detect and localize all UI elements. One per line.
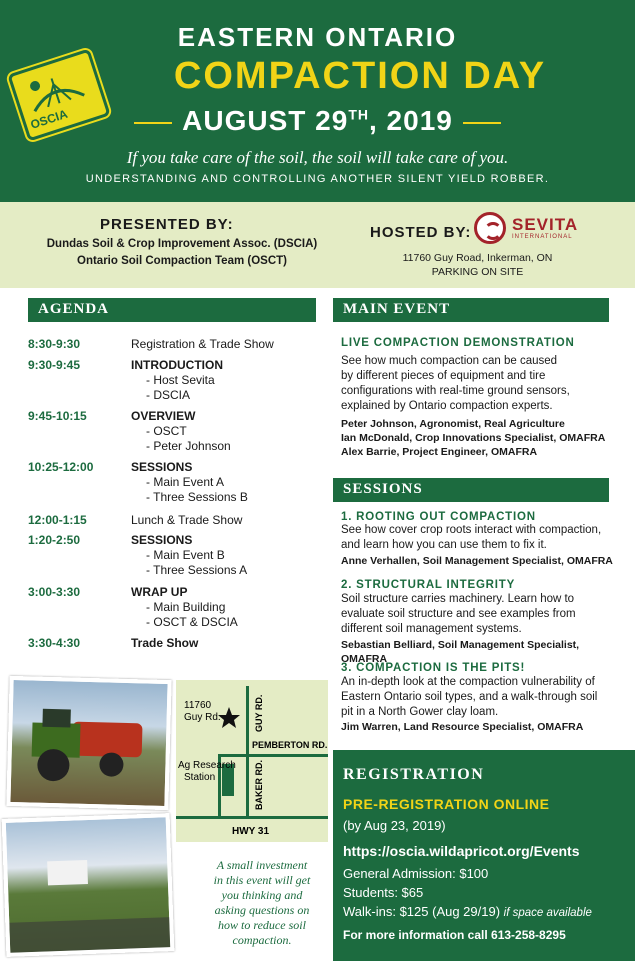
sevita-logo-icon (474, 212, 506, 244)
map-guy-rd: GUY RD. (254, 694, 264, 732)
event-region: EASTERN ONTARIO (177, 22, 458, 52)
event-date: AUGUST 29TH, 2019 (0, 105, 635, 137)
road-map (176, 680, 328, 842)
map-ag-research-2: Station (184, 772, 216, 783)
session-speaker: Sebastian Belliard, Soil Management Specialist, OMAFRA (341, 639, 580, 665)
presenter-osct: Ontario Soil Compaction Team (OSCT) (77, 255, 287, 267)
session-heading: 3. COMPACTION IS THE PITS! (341, 662, 526, 674)
sessions-heading: SESSIONS (333, 478, 609, 502)
registration-title: REGISTRATION (343, 766, 485, 783)
date-rule-left (134, 122, 172, 124)
map-ag-research-1: Ag Research (178, 760, 236, 771)
session-description: An in-depth look at the compaction vulnerability of Eastern Ontario soil types, and a walk-through soil pit in a North Gower clay loam. (341, 676, 598, 718)
map-hwy31: HWY 31 (232, 826, 270, 837)
host-parking: PARKING ON SITE (431, 266, 524, 278)
session-description: Soil structure carries machinery. Learn how to evaluate soil structure and see examples from different soil management systems. (341, 593, 576, 635)
session-speaker: Anne Verhallen, Soil Management Specialist, OMAFRA (341, 555, 613, 567)
sevita-logo: SEVITA INTERNATIONAL (474, 212, 604, 246)
main-event-heading: MAIN EVENT (333, 298, 609, 322)
event-quote: If you take care of the soil, the soil will take care of you. (126, 148, 509, 167)
session-heading: 2. STRUCTURAL INTEGRITY (341, 579, 516, 591)
general-admission: General Admission: $100 (343, 866, 489, 881)
agenda-heading: AGENDA (28, 298, 316, 322)
event-subtitle: UNDERSTANDING AND CONTROLLING ANOTHER SILENT YIELD ROBBER. (85, 173, 550, 185)
main-event-description: See how much compaction can be caused by different pieces of equipment and tire configurations with real-time ground sensors, explained by Ontario compaction experts. (341, 355, 570, 412)
header-banner (0, 0, 635, 202)
presenter-dscia: Dundas Soil & Crop Improvement Assoc. (DSCIA) (46, 238, 318, 250)
hosted-by-title: HOSTED BY: (370, 224, 472, 241)
presented-by-title: PRESENTED BY: (100, 216, 234, 233)
students-price: Students: $65 (343, 885, 424, 900)
tractor-photo (6, 676, 171, 810)
crowd-photo (2, 813, 175, 957)
event-title: COMPACTION DAY (173, 55, 547, 97)
session-description: See how cover crop roots interact with compaction, and learn how you can use them to fix it. (341, 524, 602, 551)
host-address: 11760 Guy Road, Inkerman, ON (402, 252, 553, 264)
session-speaker: Jim Warren, Land Resource Specialist, OMAFRA (341, 721, 584, 733)
map-baker-rd: BAKER RD. (254, 759, 264, 810)
map-pemberton-rd: PEMBERTON RD. (252, 740, 328, 750)
map-address-line1: 11760 (184, 700, 212, 711)
registration-deadline: (by Aug 23, 2019) (343, 818, 446, 833)
location-map (176, 680, 328, 842)
walkins-price: Walk-ins: $125 (Aug 29/19) if space available (343, 904, 592, 919)
registration-panel (333, 750, 635, 961)
map-address-line2: Guy Rd. (184, 712, 221, 723)
main-event-subheading: LIVE COMPACTION DEMONSTRATION (341, 337, 575, 349)
presenters-band (0, 202, 635, 288)
registration-link[interactable]: https://oscia.wildapricot.org/Events (343, 843, 580, 859)
pre-registration: PRE-REGISTRATION ONLINE (343, 796, 550, 812)
main-event-speakers: Peter Johnson, Agronomist, Real Agriculture Ian McDonald, Crop Innovations Specialist, OMAFRA Alex Barrie, Project Engineer, OMAFRA (341, 418, 606, 458)
session-heading: 1. ROOTING OUT COMPACTION (341, 511, 536, 523)
logo-text: OSCIA (28, 106, 70, 132)
date-rule-right (463, 122, 501, 124)
info-phone: For more information call 613-258-8295 (343, 928, 566, 942)
photo-collage (0, 666, 182, 961)
tagline: A small investment in this event will get you thinking and asking questions on how to reduce soil compaction. (213, 858, 311, 947)
